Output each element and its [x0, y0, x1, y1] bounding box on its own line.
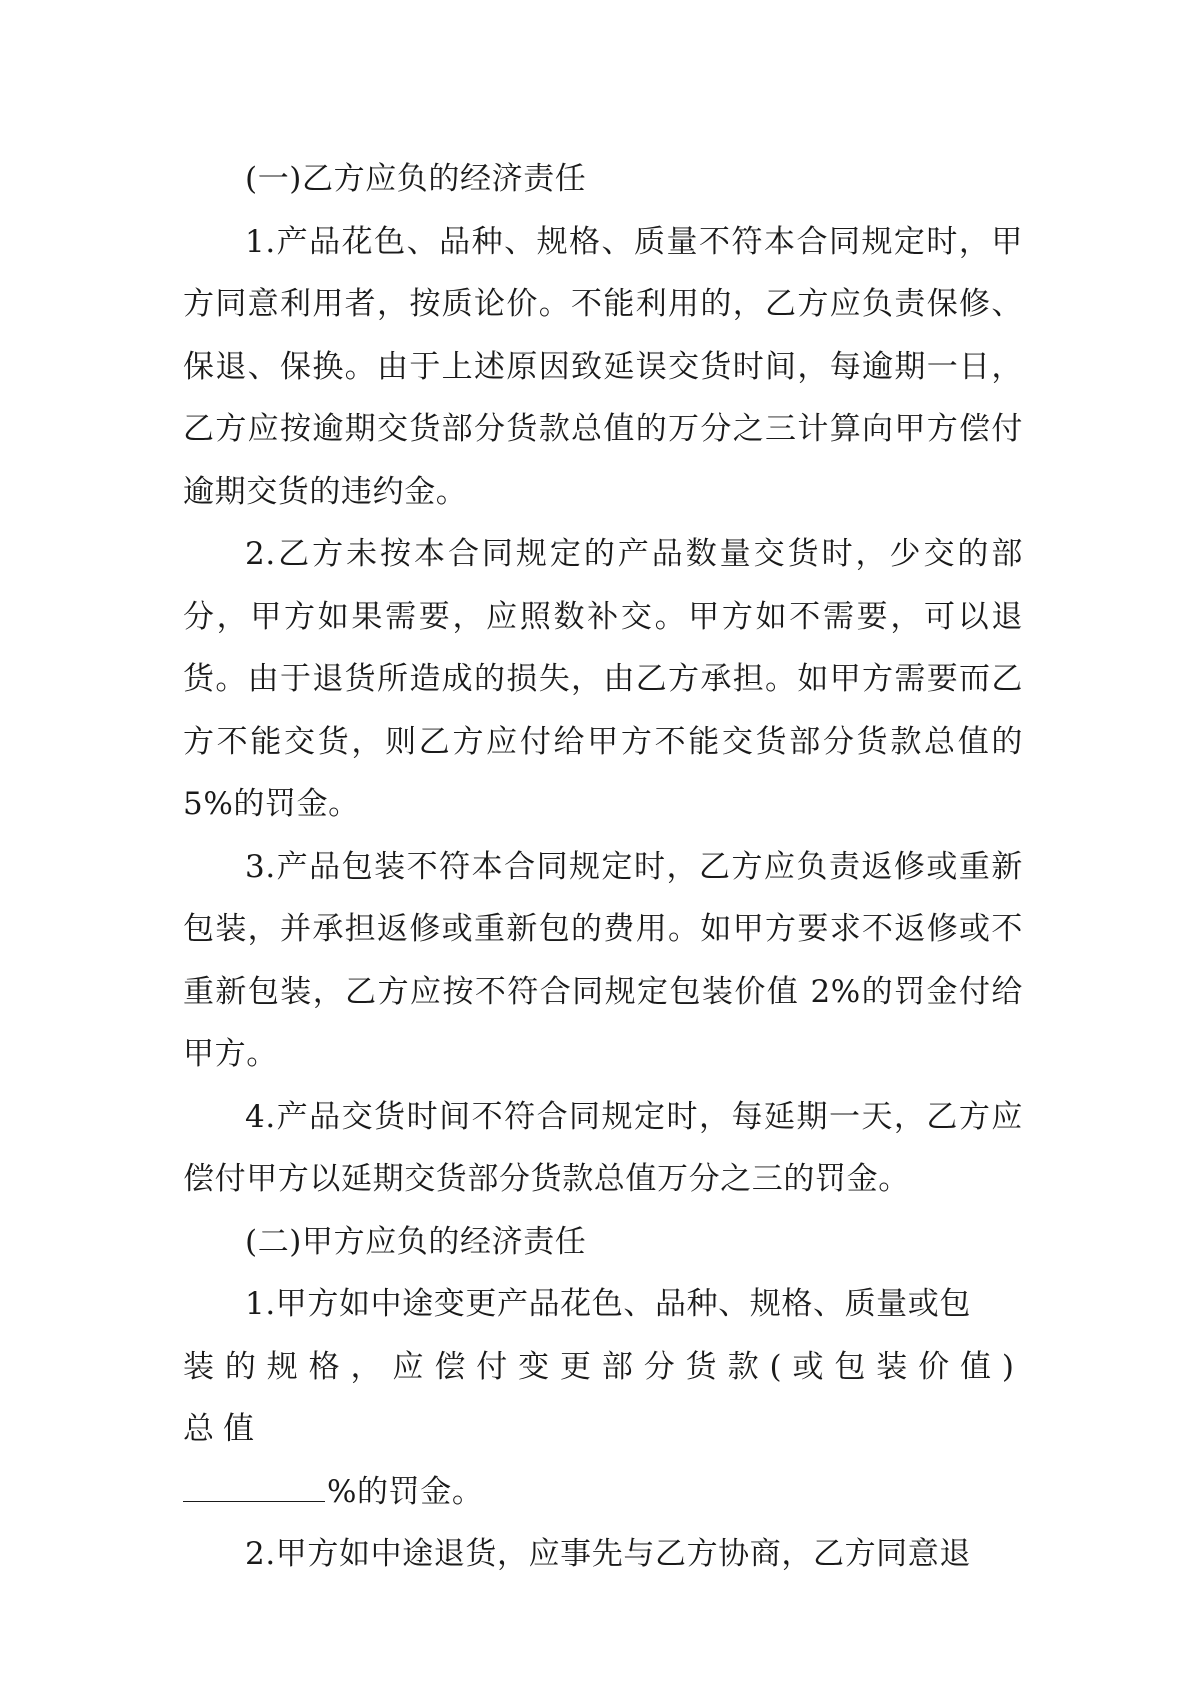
section-two-item-1-line-3: [183, 1461, 1023, 1524]
section-heading-one: (一)乙方应负的经济责任: [245, 161, 587, 197]
section-heading-two: (二)甲方应负的经济责任: [245, 1223, 587, 1260]
section-one-item-1: 1.产品花色、品种、规格、质量不符本合同规定时，甲方同意利用者，按质论价。不能利用的，乙方应负责保修、保退、保换。由于上述原因致延误交货时间，每逾期一日，乙方应按逾期交货部分货款总值的万分之三计算向甲方偿付逾期交货的违约金。: [183, 223, 1023, 510]
section-one-item-2: 2.乙方未按本合同规定的产品数量交货时，少交的部分，甲方如果需要，应照数补交。甲方如不需要，可以退货。由于退货所造成的损失，由乙方承担。如甲方需要而乙方不能交货，则乙方应付给甲方不能交货部分货款总值的 5%的罚金。: [183, 536, 1023, 822]
document-body: [183, 148, 1023, 1586]
section-two-item-1-line-2: 装的规格，应偿付变更部分货款(或包装价值)总值: [183, 1348, 1023, 1447]
section-one-item-3: 3.产品包装不符本合同规定时，乙方应负责返修或重新包装，并承担返修或重新包的费用。如甲方要求不返修或不重新包装，乙方应按不符合同规定包装价值 2%的罚金付给甲方。: [183, 848, 1023, 1072]
section-two-item-1-line-1: 1.甲方如中途变更产品花色、品种、规格、质量或包: [245, 1286, 971, 1322]
fill-in-blank[interactable]: [183, 1475, 325, 1502]
section-two-item-2: 2.甲方如中途退货，应事先与乙方协商，乙方同意退: [245, 1536, 971, 1572]
penalty-suffix: %的罚金。: [327, 1473, 484, 1510]
section-one-item-4: 4.产品交货时间不符合同规定时，每延期一天，乙方应偿付甲方以延期交货部分货款总值万分之三的罚金。: [183, 1098, 1023, 1197]
